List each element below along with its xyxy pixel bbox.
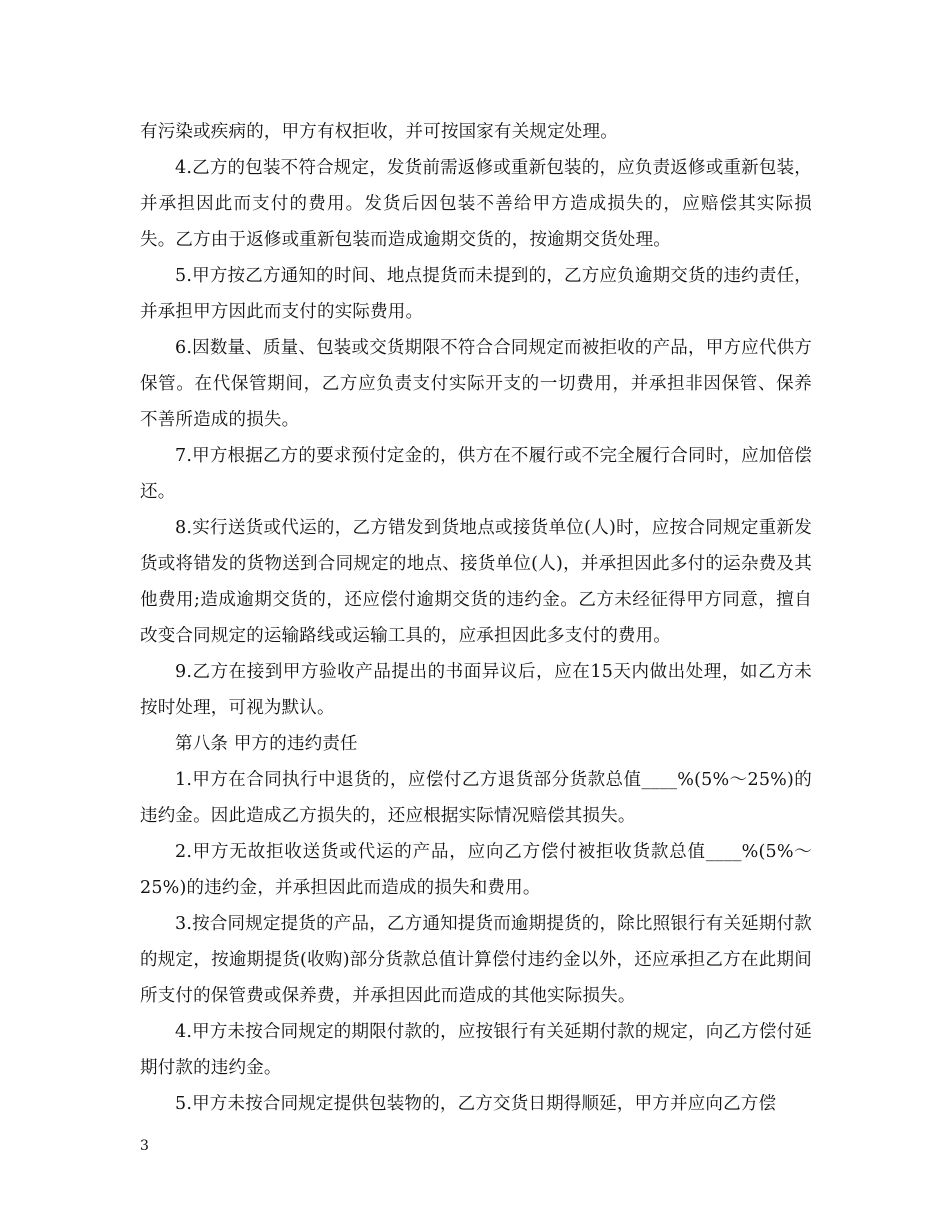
clause-item-6-custody: 6.因数量、质量、包装或交货期限不符合合同规定而被拒收的产品，甲方应代供方保管。在代保管期间，乙方应负责支付实际开支的一切费用，并承担非因保管、保养不善所造成的损失。	[140, 338, 812, 430]
paragraph-continuation: 有污染或疾病的，甲方有权拒收，并可按国家有关规定处理。	[140, 122, 618, 142]
clause-item-4-late-payment: 4.甲方未按合同规定的期限付款的，应按银行有关延期付款的规定，向乙方偿付延期付款的违约金。	[140, 1022, 812, 1078]
clause-item-5-pickup: 5.甲方按乙方通知的时间、地点提货而未提到的，乙方应负逾期交货的违约责任，并承担甲方因此而支付的实际费用。	[140, 266, 812, 322]
clause-item-5-packaging-materials: 5.甲方未按合同规定提供包装物的，乙方交货日期得顺延，甲方并应向乙方偿	[175, 1094, 777, 1114]
document-body	[140, 114, 812, 1122]
clause-item-2-refusal: 2.甲方无故拒收送货或代运的产品，应向乙方偿付被拒收货款总值____%(5%～25%)的违约金，并承担因此而造成的损失和费用。	[140, 842, 812, 898]
clause-item-7-deposit: 7.甲方根据乙方的要求预付定金的，供方在不履行或不完全履行合同时，应加倍偿还。	[140, 446, 812, 502]
clause-item-9-objection: 9.乙方在接到甲方验收产品提出的书面异议后，应在15天内做出处理，如乙方未按时处理，可视为默认。	[140, 662, 812, 718]
clause-item-3-late-pickup: 3.按合同规定提货的产品，乙方通知提货而逾期提货的，除比照银行有关延期付款的规定，按逾期提货(收购)部分货款总值计算偿付违约金以外，还应承担乙方在此期间所支付的保管费或保养费，并承担因此而造成的其他实际损失。	[140, 914, 812, 1006]
section-heading-article-8: 第八条 甲方的违约责任	[175, 734, 358, 754]
clause-item-1-return: 1.甲方在合同执行中退货的，应偿付乙方退货部分货款总值____%(5%～25%)的违约金。因此造成乙方损失的，还应根据实际情况赔偿其损失。	[140, 770, 812, 826]
clause-item-4-packaging: 4.乙方的包装不符合规定，发货前需返修或重新包装的，应负责返修或重新包装，并承担因此而支付的费用。发货后因包装不善给甲方造成损失的，应赔偿其实际损失。乙方由于返修或重新包装而造成逾期交货的，按逾期交货处理。	[140, 158, 812, 250]
page-number: 3	[140, 1138, 149, 1154]
clause-item-8-misdelivery: 8.实行送货或代运的，乙方错发到货地点或接货单位(人)时，应按合同规定重新发货或将错发的货物送到合同规定的地点、接货单位(人)，并承担因此多付的运杂费及其他费用;造成逾期交货的，还应偿付逾期交货的违约金。乙方未经征得甲方同意，擅自改变合同规定的运输路线或运输工具的，应承担因此多支付的费用。	[140, 518, 812, 646]
